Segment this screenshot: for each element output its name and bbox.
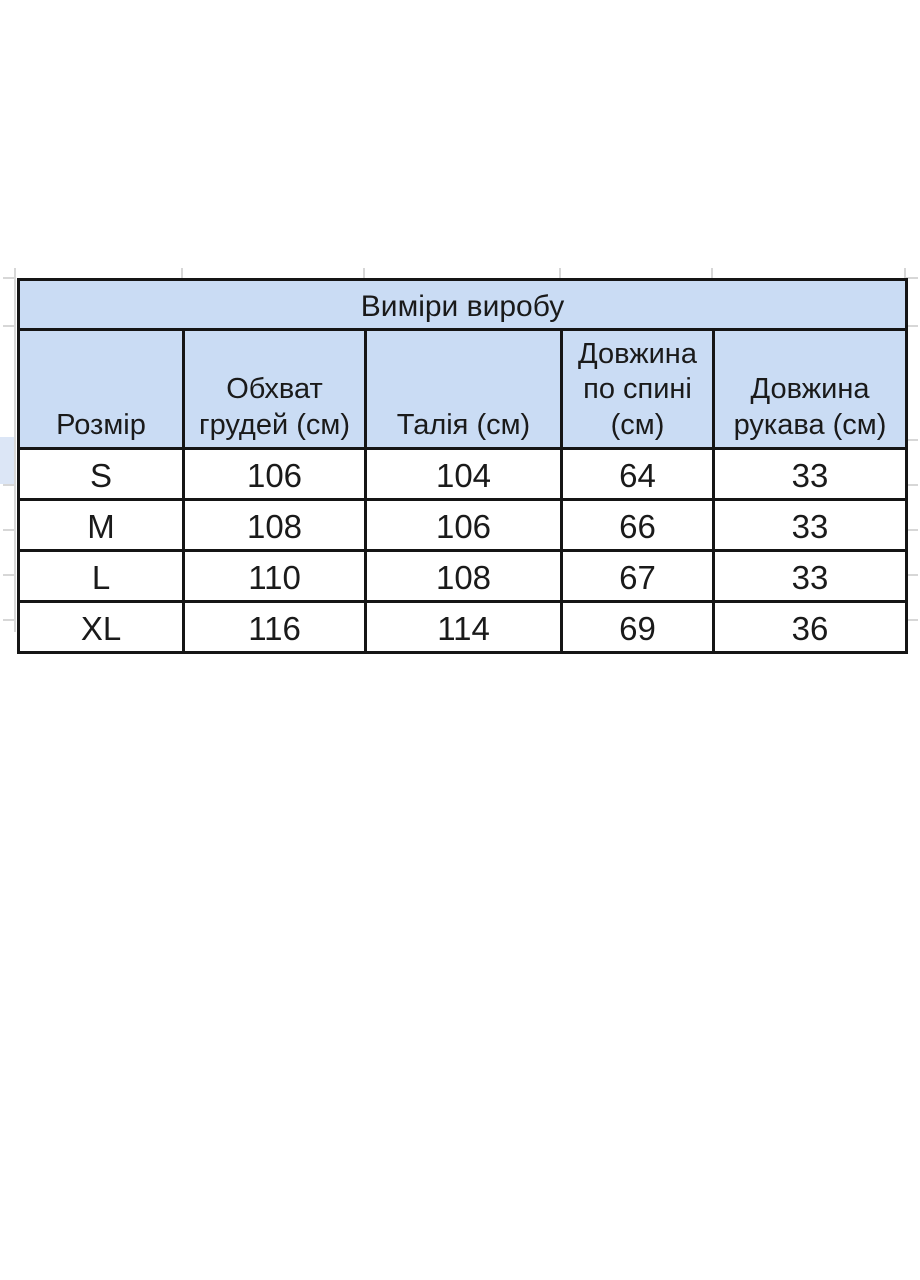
table-title: Виміри виробу <box>19 280 907 330</box>
cell-chest: 110 <box>184 551 366 602</box>
gridline-tick <box>711 268 713 278</box>
cell-waist: 114 <box>366 602 562 653</box>
cell-back-length: 67 <box>562 551 714 602</box>
gridline-tick <box>3 325 15 327</box>
cell-size: XL <box>19 602 184 653</box>
gridline-tick <box>3 574 15 576</box>
cell-waist: 108 <box>366 551 562 602</box>
cell-waist: 106 <box>366 500 562 551</box>
cell-sleeve-length: 33 <box>714 500 907 551</box>
gridline-tick <box>559 268 561 278</box>
cell-waist: 104 <box>366 449 562 500</box>
column-header-back-length: Довжина по спині (см) <box>562 330 714 449</box>
gridline-tick <box>3 619 15 621</box>
column-header-chest: Обхват грудей (см) <box>184 330 366 449</box>
cell-size: S <box>19 449 184 500</box>
table-row-xl <box>19 602 907 653</box>
gridline-vertical-left <box>14 268 16 632</box>
cell-back-length: 66 <box>562 500 714 551</box>
gridline-tick <box>181 268 183 278</box>
gridline-tick <box>363 268 365 278</box>
cell-back-length: 64 <box>562 449 714 500</box>
table-title-row <box>19 280 907 330</box>
size-chart-table <box>17 278 908 654</box>
column-header-waist: Талія (см) <box>366 330 562 449</box>
cell-chest: 116 <box>184 602 366 653</box>
cell-size: L <box>19 551 184 602</box>
table-row-l <box>19 551 907 602</box>
gridline-tick <box>3 484 15 486</box>
gridline-tick <box>3 529 15 531</box>
table-row-m <box>19 500 907 551</box>
cell-sleeve-length: 36 <box>714 602 907 653</box>
cell-size: M <box>19 500 184 551</box>
cell-chest: 108 <box>184 500 366 551</box>
gridline-tick <box>3 277 15 279</box>
cell-back-length: 69 <box>562 602 714 653</box>
cell-sleeve-length: 33 <box>714 449 907 500</box>
column-header-size: Розмір <box>19 330 184 449</box>
gridline-tick <box>904 268 906 278</box>
row-s-side-marker <box>0 437 14 484</box>
table-row-s <box>19 449 907 500</box>
cell-chest: 106 <box>184 449 366 500</box>
cell-sleeve-length: 33 <box>714 551 907 602</box>
table-header-row <box>19 330 907 449</box>
column-header-sleeve-length: Довжина рукава (см) <box>714 330 907 449</box>
